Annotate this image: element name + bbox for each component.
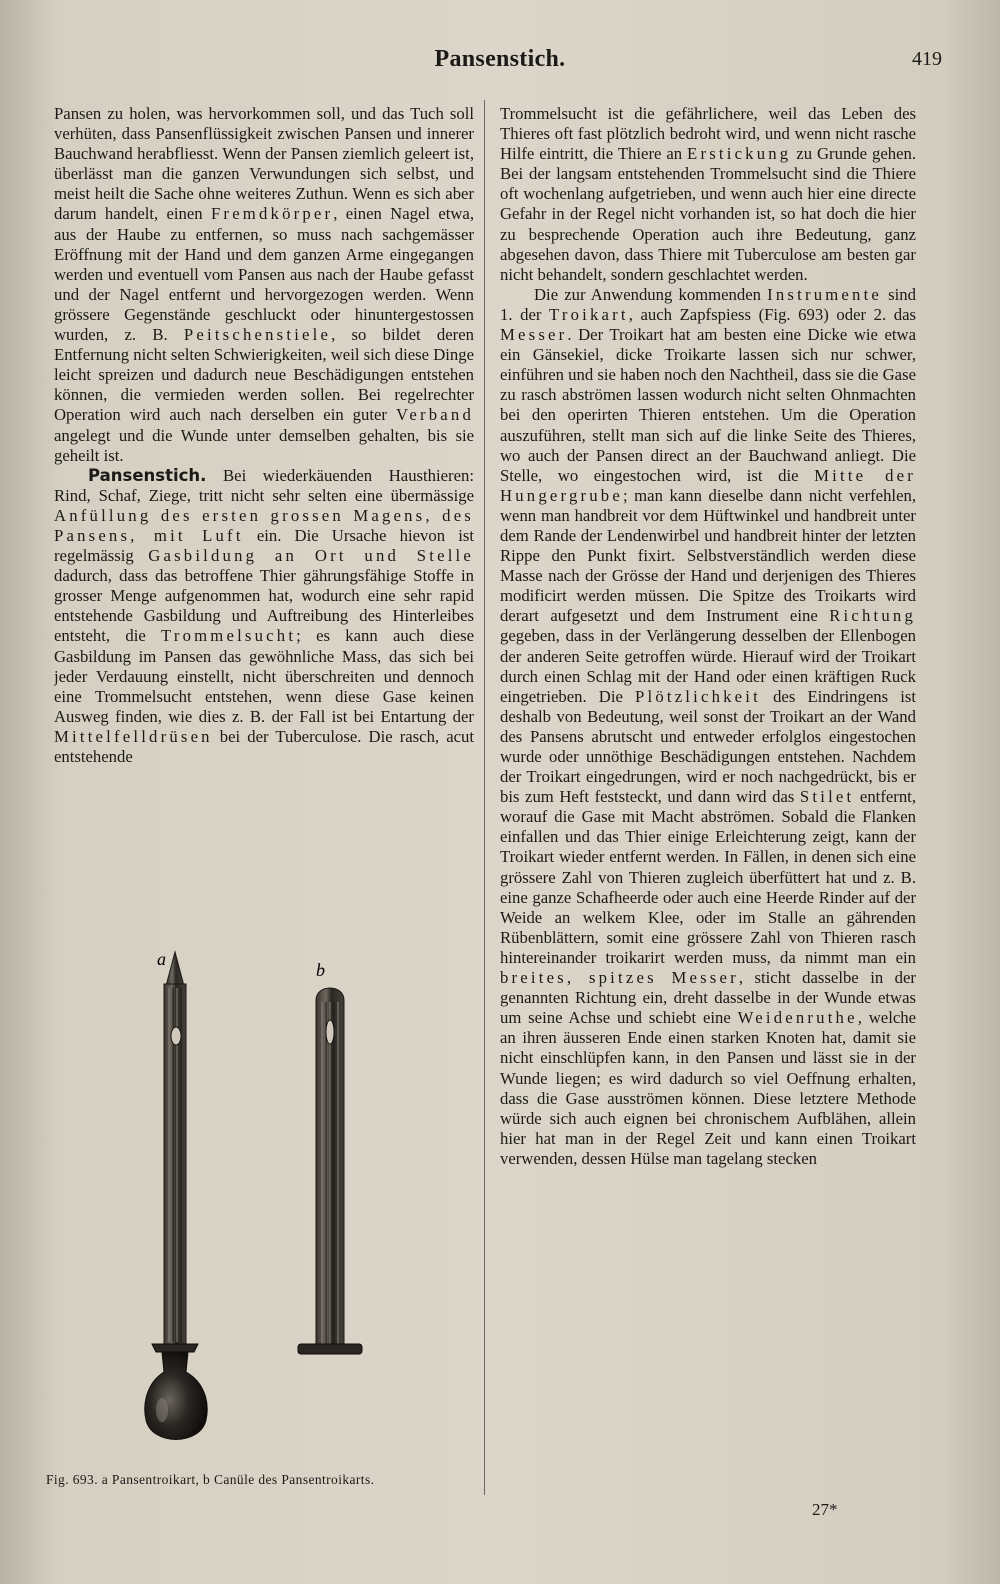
text-run: bei der Tuberculose. Die rasch, acut entstehende <box>54 726 474 766</box>
text-run: Bei wiederkäuenden Hausthieren: Rind, Schaf, Ziege, tritt nicht sehr selten eine übermässige <box>54 465 474 505</box>
emphasis-text: Gasbildung an Ort und Stelle <box>148 546 474 566</box>
emphasis-text: Messer <box>500 325 568 345</box>
text-run: angelegt und die Wunde unter demselben gehalten, bis sie geheilt ist. <box>54 425 474 465</box>
text-run: Pansen zu holen, was hervorkommen soll, und das Tuch soll verhüten, dass Pansenflüssigkeit zwischen Pansen und innerer Bauchwand herabfliesst. Wenn der Pansen ziemlich geleert ist, überlässt man die ganzen Verwundungen sich selbst, und meist heilt die Sache ohne weiteres Zuthun. Wenn es sich aber darum handelt, einen <box>54 104 474 224</box>
text-run: , so bildet deren Entfernung nicht selten Schwierigkeiten, weil sich diese Dinge leicht spreizen und dadurch neue Beschädigungen entstehen können, die vermieden werden sollen. Bei regelrechter Operation wird auch nach derselben ein guter <box>54 325 474 425</box>
paragraph-fremdkoerper <box>54 104 474 466</box>
emphasis-text: Plötzlichkeit <box>635 686 761 706</box>
figure-label-b: b <box>316 960 325 980</box>
paragraph-pansenstich <box>54 466 474 767</box>
text-run: ; es kann auch diese Gasbildung im Pansen das gewöhnliche Mass, das sich bei jeder Verdauung einstellt, nicht überschreiten und dennoch eine Trommelsucht entstehen, wenn diese Gase keinen Ausweg finden, wie dies z. B. der Fall ist bei Entartung der <box>54 626 474 726</box>
paragraph-trommelsucht <box>500 104 916 285</box>
text-run: , einen Nagel etwa, aus der Haube zu entfernen, so muss nach sachgemässer Eröffnung mit der Hand und dem ganzen Arme eingegangen werden und eventuell vom Pansen aus nach der Haube gefasst und der Nagel entfernt und hervorgezogen werden. Wenn grössere Gegenstände geschluckt oder hinuntergestossen wurden, z. B. <box>54 204 474 345</box>
text-run: ; man kann dieselbe dann nicht verfehlen, wenn man handbreit vor dem Hüftwinkel und handbreit unter dem Rande der Lendenwirbel und handbreit hinter der letzten Rippe den Punkt fixirt. Selbstverständlich werden diese Masse nach der Grösse der Hand und derjenigen des Thieres modificirt werden müssen. Die Spitze des Troikarts wird derart aufgesetzt und dem Instrument eine <box>500 485 916 626</box>
text-run: Trommelsucht ist die gefährlichere, weil das Leben des Thieres oft fast plötzlich bedroht wird, und wenn nicht rasche Hilfe eintritt, die Thiere an <box>500 104 916 164</box>
figure-693 <box>54 940 474 1470</box>
emphasis-text: Mitte der Hungergrube <box>500 465 916 505</box>
text-run: Die zur Anwendung kommenden <box>534 284 768 304</box>
left-column <box>54 104 474 904</box>
text-run: zu Grunde gehen. Bei der langsam entstehenden Trommelsucht sind die Thiere oft wochenlang aufgetrieben, und wenn auch hier eine directe Gefahr in der Regel nicht vorhanden ist, so hat doch die hier zu besprechende Operation auch ihre Bedeutung, ganz abgesehen davon, dass Thiere mit Tuberculose am besten gar nicht behandelt, sondern geschlachtet werden. <box>500 144 916 284</box>
emphasis-text: Peitschenstiele <box>183 325 332 345</box>
emphasis-text: breites, spitzes Messer <box>500 968 739 988</box>
troikart-illustration <box>54 940 474 1470</box>
emphasis-text: Erstickung <box>687 144 792 164</box>
paragraph-instrumente <box>500 285 916 1169</box>
emphasis-text: Mittelfelldrüsen <box>54 726 213 746</box>
emphasis-text: Stilet <box>799 787 855 807</box>
figure-label-a: a <box>157 949 166 969</box>
running-head: Pansenstich. <box>434 46 566 72</box>
figure-caption: Fig. 693. a Pansentroikart, b Canüle des Pansentroikarts. <box>46 1472 375 1487</box>
column-divider <box>484 100 485 1495</box>
emphasis-text: Trommelsucht <box>161 626 297 646</box>
signature-mark: 27* <box>812 1500 838 1519</box>
emphasis-text: Richtung <box>829 606 916 626</box>
emphasis-text: Weidenruthe <box>737 1008 858 1028</box>
emphasis-text: Anfüllung des ersten grossen Magens, des Pansens, mit Luft <box>54 505 474 545</box>
text-run: entfernt, worauf die Gase mit Macht abströmen. Sobald die Flanken einfallen und das Thier einige Erleichterung zeigt, kann der Troikart wieder entfernt werden. In Fällen, in denen sich eine grössere Zahl von Thieren zugleich überfüttert hat und z. B. eine ganze Schafheerde oder auch eine Heerde Rinder auf der Weide an welkem Klee, oder im Stalle an gährenden Rübenblättern, somit eine grössere Zahl von Thieren rasch hintereinander troikarirt werden muss, da nimmt man ein <box>500 787 916 967</box>
text-run: . Der Troikart hat am besten eine Dicke wie etwa ein Gänsekiel, dicke Troikarte lassen sich nur schwer, einführen und sie haben noch den Nachtheil, dass sie die Gase zu rasch abströmen lassen wodurch nicht selten Ohnmachten bei den operirten Thieren entstehen. Um die Operation auszuführen, stellt man sich auf die linke Seite des Thieres, wo auch der Pansen direct an der Bauchwand anliegt. Die Stelle, wo eingestochen wird, ist die <box>500 325 916 485</box>
text-run: , welche an ihren äusseren Ende einen starken Knoten hat, damit sie nicht einschlüpfen kann, in den Pansen und lässt sie in der Wunde liegen; es wird dadurch so viel Oeffnung erhalten, dass die Gase ausströmen können. Diese letztere Methode würde sich auch eignen bei chronischem Aufblähen, allein hier hat man in der Regel Zeit und kann einen Troikart verwenden, dessen Hülse man tagelang stecken <box>500 1008 916 1168</box>
emphasis-text: Verband <box>395 405 474 425</box>
text-run: dadurch, dass das betroffene Thier gährungsfähige Stoffe in grosser Menge aufgenommen hat, wodurch eine sehr rapid entstehende Gasbildung und Auftreibung des Hinterleibes entsteht, die <box>54 566 474 646</box>
text-run: , sticht dasselbe in der genannten Richtung ein, dreht dasselbe in der Wunde etwas um seine Achse und schiebt eine <box>500 968 916 1028</box>
text-run: gegeben, dass in der Verlängerung desselben der Ellenbogen der anderen Seite getroffen würde. Hierauf wird der Troikart durch einen Schlag mit der Hand oder einen kräftigen Ruck eingetrieben. Die <box>500 626 916 706</box>
emphasis-text: Instrumente <box>767 284 883 304</box>
text-run: , auch Zapfspiess (Fig. 693) oder 2. das <box>628 304 916 324</box>
text-run: ein. Die Ursache hievon ist regelmässig <box>54 525 474 566</box>
emphasis-text: Troikart <box>549 304 629 324</box>
page-header <box>50 42 950 82</box>
text-run: des Eindringens ist deshalb von Bedeutung, weil sonst der Troikart an der Wand des Pansens abrutscht und entweder erfolglos eingestochen wurde oder unnöthige Beschädigungen entstehen. Nachdem der Troikart eingedrungen, wird er noch nachgedrückt, bis er bis zum Heft feststeckt, und dann wird das <box>500 686 916 807</box>
page-number: 419 <box>912 48 942 70</box>
entry-heading: Pansenstich. <box>88 465 207 485</box>
right-column <box>500 104 916 1489</box>
emphasis-text: Fremdkörper <box>210 204 334 224</box>
text-run: sind 1. der <box>500 284 916 324</box>
cannula-b <box>298 988 362 1354</box>
troikart-a <box>145 952 207 1440</box>
